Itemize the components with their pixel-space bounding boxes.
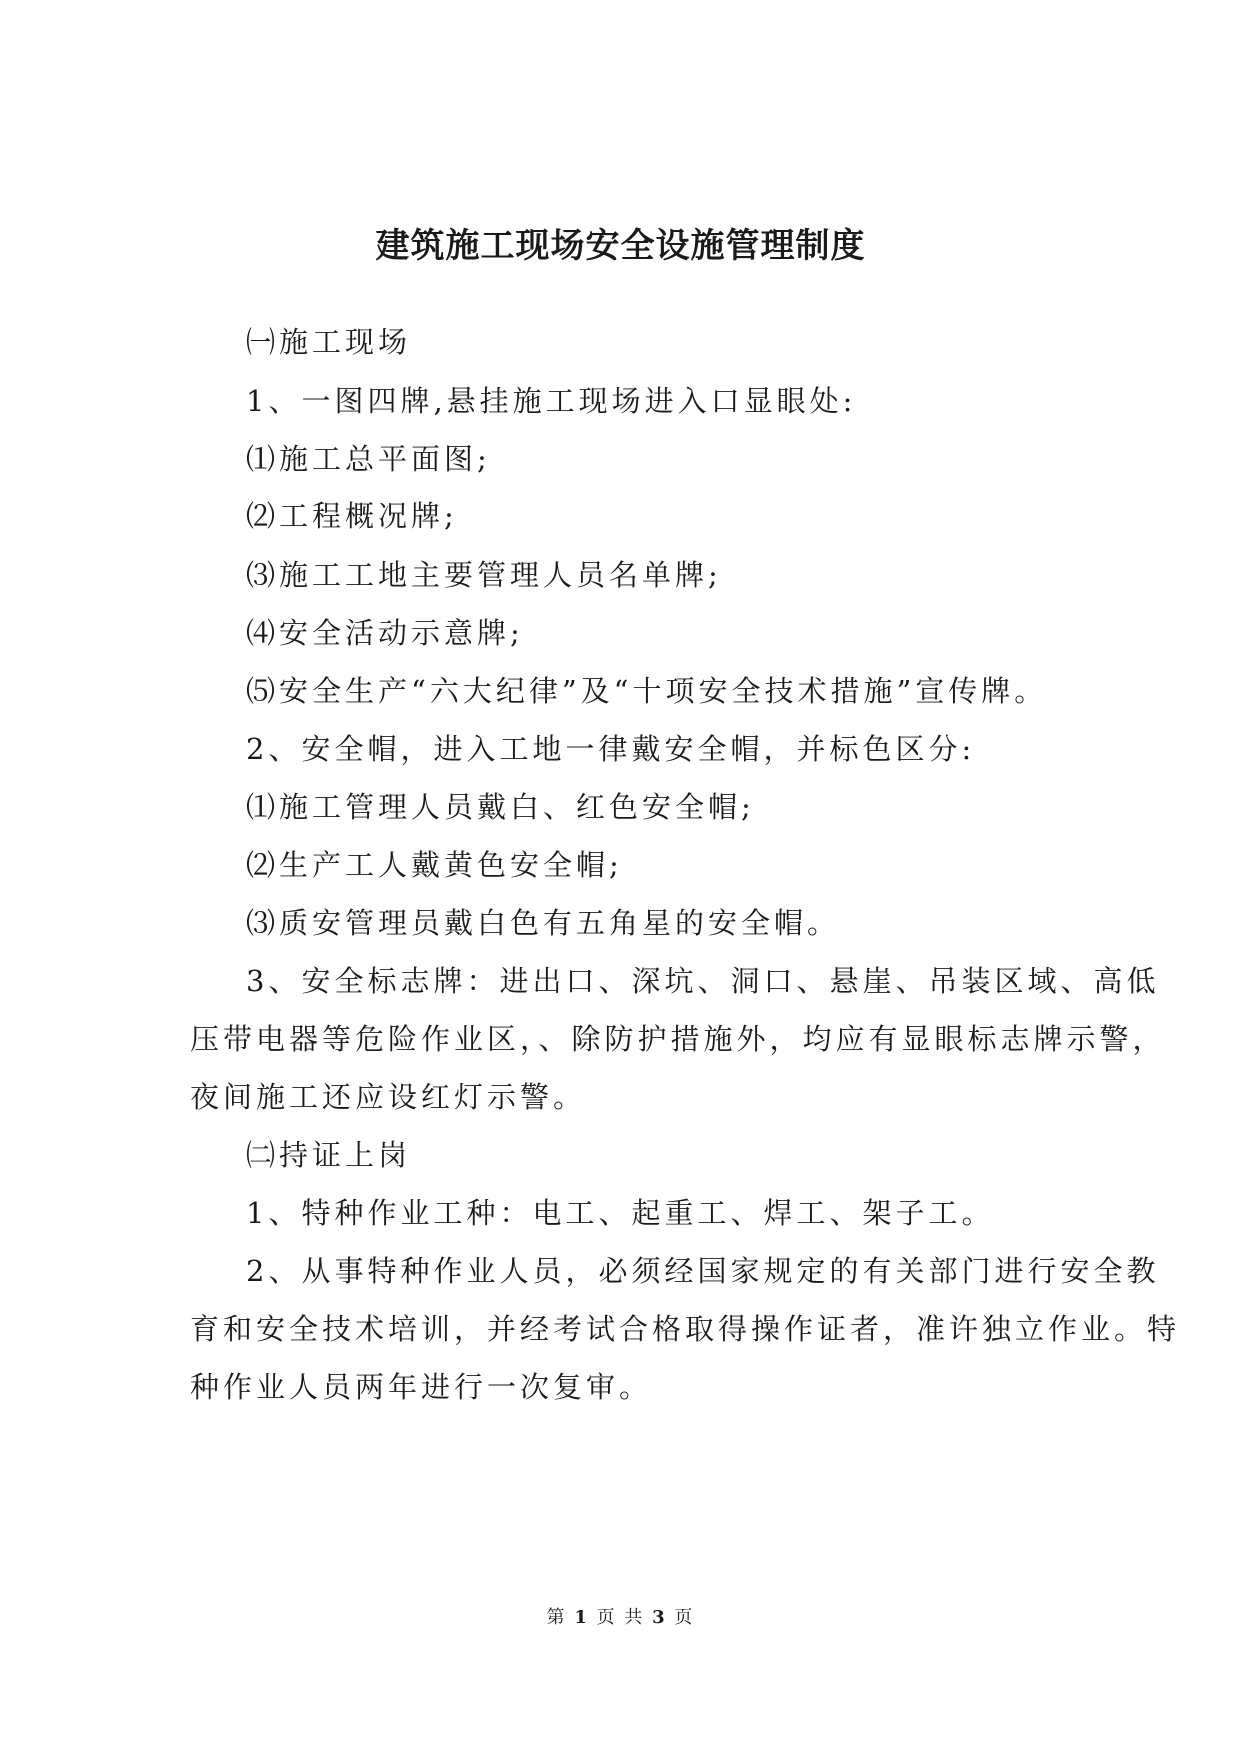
paragraph-line: ⑴施工总平面图; — [246, 442, 491, 476]
page-footer — [0, 1605, 1241, 1631]
paragraph-line: 2、从事特种作业人员，必须经国家规定的有关部门进行安全教 — [246, 1254, 1160, 1288]
section-heading-site: ㈠施工现场 — [246, 325, 412, 359]
section-heading-certification: ㈡持证上岗 — [246, 1138, 412, 1172]
paragraph-line: 3、安全标志牌：进出口、深坑、洞口、悬崖、吊装区域、高低 — [246, 964, 1160, 998]
paragraph-line: ⑵生产工人戴黄色安全帽; — [246, 848, 623, 882]
footer-middle: 页 共 — [596, 1607, 645, 1628]
paragraph-line: ⑴施工管理人员戴白、红色安全帽; — [246, 790, 755, 824]
document-title: 建筑施工现场安全设施管理制度 — [375, 226, 866, 266]
paragraph-line: 1、特种作业工种：电工、起重工、焊工、架子工。 — [246, 1196, 995, 1230]
footer-prefix: 第 — [546, 1607, 567, 1628]
paragraph-line: ⑷安全活动示意牌; — [246, 616, 524, 650]
paragraph-line: ⑸安全生产“六大纪律”及“十项安全技术措施”宣传牌。 — [246, 674, 1048, 708]
paragraph-line: 育和安全技术培训，并经考试合格取得操作证者，准许独立作业。特 — [190, 1312, 1181, 1346]
paragraph-line: ⑶施工工地主要管理人员名单牌; — [246, 558, 722, 592]
current-page-number: 1 — [574, 1607, 589, 1628]
paragraph-line: 2、安全帽，进入工地一律戴安全帽，并标色区分: — [246, 732, 976, 766]
total-pages-number: 3 — [652, 1607, 667, 1628]
paragraph-line: 种作业人员两年进行一次复审。 — [190, 1370, 653, 1404]
paragraph-line: ⑶质安管理员戴白色有五角星的安全帽。 — [246, 906, 841, 940]
footer-suffix: 页 — [674, 1607, 695, 1628]
paragraph-line: ⑵工程概况牌; — [246, 499, 458, 533]
paragraph-line: 1、一图四牌,悬挂施工现场进入口显眼处: — [246, 384, 857, 418]
paragraph-line: 夜间施工还应设红灯示警。 — [190, 1080, 587, 1114]
paragraph-line: 压带电器等危险作业区，、除防护措施外，均应有显眼标志牌示警， — [190, 1022, 1166, 1056]
